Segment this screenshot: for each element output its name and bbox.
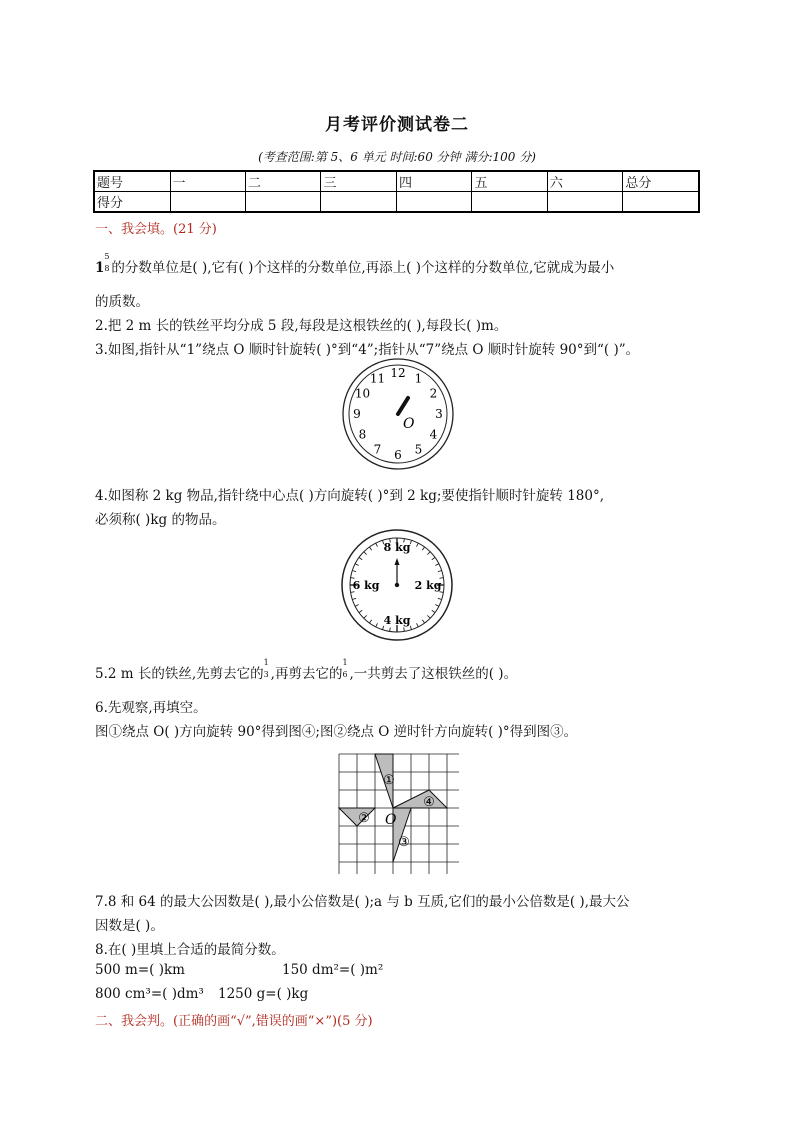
scale-tick <box>438 598 442 599</box>
fraction-denominator: 8 <box>104 264 110 273</box>
scale-tick <box>435 605 439 607</box>
question-5-text-a: 5.2 m 长的铁丝,先剪去它的 <box>95 666 264 682</box>
scale-label-right: 2 kg <box>414 579 442 592</box>
score-table-cell: 二 <box>245 171 320 192</box>
scale-tick <box>410 540 411 544</box>
page-title: 月考评价测试卷二 <box>325 115 469 135</box>
scale-tick <box>432 557 435 559</box>
score-input-cell[interactable] <box>472 192 547 213</box>
scale-tick <box>376 543 378 547</box>
triangle-4-label: ④ <box>423 795 435 810</box>
clock-number-1: 1 <box>414 371 423 386</box>
scale-tick <box>435 564 439 566</box>
scale-tick <box>369 620 371 623</box>
score-table-cell: 六 <box>547 171 622 192</box>
section-2-heading: 二、我会判。(正确的画“√”,错误的画“×”)(5 分) <box>95 1014 373 1029</box>
scale-tick <box>427 615 430 618</box>
fraction <box>104 252 111 273</box>
fraction-denominator: 6 <box>342 670 348 679</box>
clock-number-8: 8 <box>358 427 367 442</box>
scale-tick <box>417 543 419 547</box>
scale-dial-figure <box>340 528 455 643</box>
clock-number-7: 7 <box>373 442 382 457</box>
score-table-cell: 得分 <box>94 192 170 213</box>
scale-tick <box>364 615 367 618</box>
scale-tick <box>359 610 362 612</box>
score-input-cell[interactable] <box>623 192 699 213</box>
section-1-heading: 一、我会填。(21 分) <box>95 222 217 237</box>
triangle-1-label: ① <box>383 773 395 788</box>
scale-tick <box>359 557 362 559</box>
scale-tick <box>376 623 378 627</box>
clock-number-10: 10 <box>354 386 371 401</box>
question-8-item-b: 150 dm²=( )m² <box>282 962 384 978</box>
question-1-line-1 <box>95 252 615 276</box>
question-1-line-2: 的质数。 <box>95 294 149 310</box>
scale-tick <box>390 628 391 632</box>
question-3: 3.如图,指针从“1”绕点 O 顺时针旋转( )°到“4”;指针从“7”绕点 O 顺时针旋转 90°到“( )”。 <box>95 342 640 358</box>
score-input-cell[interactable] <box>321 192 396 213</box>
clock-number-4: 4 <box>429 427 438 442</box>
rotation-grid-figure <box>333 748 461 876</box>
score-table-cell: 一 <box>170 171 245 192</box>
scale-tick <box>438 571 442 572</box>
triangle-2-label: ② <box>358 811 370 826</box>
question-1-text: 的分数单位是( ),它有( )个这样的分数单位,再添上( )个这样的分数单位,它就成为最小 <box>111 260 615 276</box>
fraction <box>263 658 271 679</box>
clock-number-2: 2 <box>429 386 438 401</box>
scale-tick <box>422 620 424 623</box>
question-7-line-2: 因数是( )。 <box>95 918 164 934</box>
scale-tick <box>352 571 356 572</box>
clock-number-3: 3 <box>435 407 443 421</box>
score-input-cell[interactable] <box>245 192 320 213</box>
question-6-text: 图①绕点 O( )方向旋转 90°得到图④;图②绕点 O 逆时针方向旋转( )°得到图③。 <box>95 724 578 740</box>
score-table-row <box>94 192 699 213</box>
grid-center-label: O <box>385 812 397 828</box>
score-table-cell: 三 <box>321 171 396 192</box>
scale-tick <box>404 628 405 632</box>
question-4-line-1: 4.如图称 2 kg 物品,指针绕中心点( )方向旋转( )°到 2 kg;要使指针顺时针旋转 180°, <box>95 488 604 504</box>
clock-hand <box>398 398 408 414</box>
clock-number-6: 6 <box>394 448 402 462</box>
scale-tick <box>355 605 359 607</box>
clock-number-5: 5 <box>414 442 423 457</box>
clock-number-9: 9 <box>353 407 361 421</box>
score-table-cell: 四 <box>396 171 471 192</box>
scale-label-bottom: 4 kg <box>383 614 411 627</box>
scale-tick <box>410 626 411 630</box>
scale-tick <box>432 610 435 612</box>
clock-figure <box>338 358 458 470</box>
clock-number-11: 11 <box>369 371 386 386</box>
score-table-cell: 五 <box>472 171 547 192</box>
fraction-denominator: 3 <box>263 670 269 679</box>
scale-tick <box>427 552 430 555</box>
clock-number-12: 12 <box>390 366 406 380</box>
scale-tick <box>364 552 367 555</box>
question-4-line-2: 必须称( )kg 的物品。 <box>95 512 226 528</box>
question-8-item-a: 500 m=( )km <box>95 962 185 978</box>
score-table <box>93 170 700 213</box>
fraction-numerator: 5 <box>104 252 110 261</box>
scale-tick <box>352 598 356 599</box>
triangle-3-label: ③ <box>398 835 410 850</box>
score-table-cell: 题号 <box>94 171 170 192</box>
scale-tick <box>422 547 424 550</box>
question-7-line-1: 7.8 和 64 的最大公因数是( ),最小公倍数是( );a 与 b 互质,它们的最小公倍数是( ),最大公 <box>95 894 630 910</box>
exam-scope: (考查范围:第 5、6 单元 时间:60 分钟 满分:100 分) <box>258 150 536 164</box>
question-8-title: 8.在( )里填上合适的最简分数。 <box>95 942 285 958</box>
question-6-title: 6.先观察,再填空。 <box>95 700 207 716</box>
fraction <box>342 658 349 679</box>
triangle-4 <box>393 790 447 808</box>
question-5-text-c: ,一共剪去了这根铁丝的( )。 <box>349 666 518 682</box>
question-8-item-c: 800 cm³=( )dm³ <box>95 986 204 1002</box>
score-table-header-row <box>94 171 699 192</box>
question-2: 2.把 2 m 长的铁丝平均分成 5 段,每段是这根铁丝的( ),每段长( )m。 <box>95 318 508 334</box>
scale-tick <box>417 623 419 627</box>
scale-label-left: 6 kg <box>352 579 380 592</box>
score-input-cell[interactable] <box>396 192 471 213</box>
scale-tick <box>355 564 359 566</box>
scale-label-top: 8 kg <box>383 541 411 554</box>
score-input-cell[interactable] <box>547 192 622 213</box>
fraction-numerator: 1 <box>342 658 348 667</box>
score-table-cell: 总分 <box>623 171 699 192</box>
question-8-item-d: 1250 g=( )kg <box>218 986 309 1002</box>
scale-center-dot <box>395 583 399 587</box>
clock-center-label: O <box>403 416 415 432</box>
question-number: 1 <box>95 260 105 276</box>
fraction-numerator: 1 <box>263 658 269 667</box>
question-5 <box>95 658 518 682</box>
scale-tick <box>369 547 371 550</box>
score-input-cell[interactable] <box>170 192 245 213</box>
question-5-text-b: ,再剪去它的 <box>270 666 343 682</box>
scale-needle-tip <box>395 558 400 565</box>
